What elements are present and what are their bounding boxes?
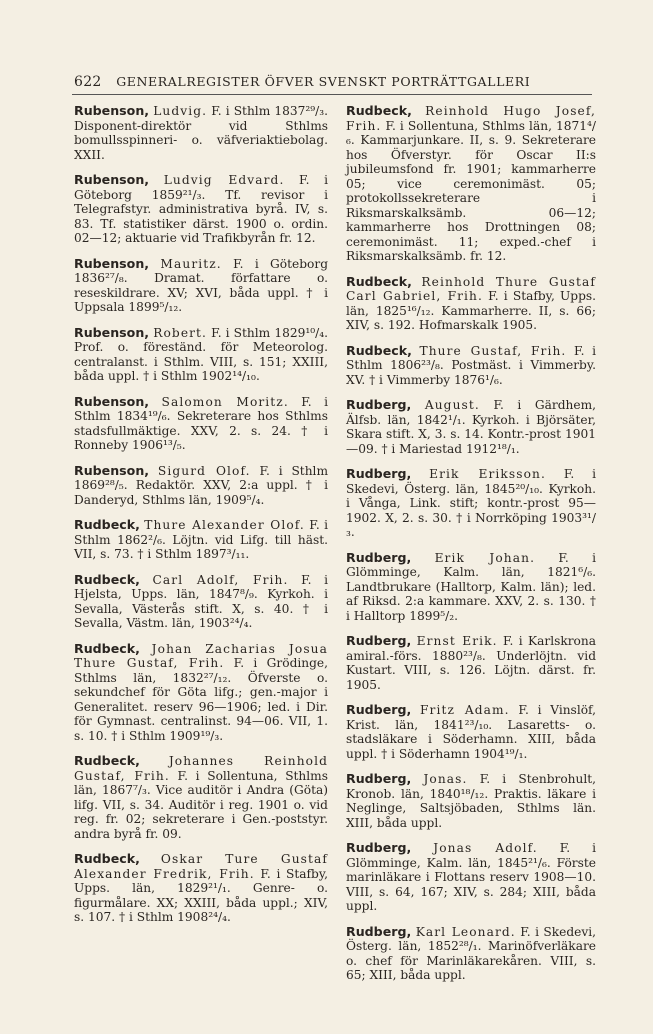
entry-given-names: Thure Gustaf, Frih. xyxy=(419,343,567,358)
entry-given-names: Johannes Reinhold Gustaf, Frih. xyxy=(74,754,328,783)
register-entry xyxy=(346,551,596,624)
register-entry xyxy=(346,841,596,914)
entry-given-names: August. xyxy=(424,398,480,412)
entry-surname: Rubenson, xyxy=(74,462,150,478)
entry-surname: Rudberg, xyxy=(346,771,412,786)
right-column xyxy=(346,104,596,994)
entry-surname: Rudbeck, xyxy=(74,517,140,532)
register-entry xyxy=(346,772,596,830)
register-entry xyxy=(74,642,328,744)
entry-given-names: Reinhold Hugo Josef, Frih. xyxy=(346,104,597,133)
entry-text: F. i Sthlm 1862²/₆. Löjtn. vid Lifg. till häst. VII, s. 73. † i Sthlm 1897³/₁₁. xyxy=(74,518,329,561)
register-entry xyxy=(74,518,328,562)
entry-text: F. i Grödinge, Sthlms län, 1832²⁷/₁₂. Öfverste o. sekundchef för Göta lifg.; gen.-major i Generalitet. reserv 96—1906; led. i Dir. för Gymnast. centralinst. 94—06. VII, 1. s. 10. † i Sthlm 1909¹⁹/₃. xyxy=(74,656,328,743)
entry-given-names: Ludvig. xyxy=(153,104,208,118)
page-header-title: GENERALREGISTER ÖFVER SVENSKT PORTRÄTTGALLERI xyxy=(116,74,531,89)
entry-surname: Rubenson, xyxy=(74,255,150,271)
register-entry xyxy=(74,395,328,453)
register-entry xyxy=(346,467,596,540)
register-entry xyxy=(346,344,596,388)
entry-text: F. i Göteborg 1836²⁷/₈. Dramat. författare o. reseskildrare. XV; XVI, båda uppl. † i Uppsala 1899⁵/₁₂. xyxy=(74,256,328,314)
register-entry xyxy=(346,275,596,333)
entry-surname: Rudbeck, xyxy=(74,571,140,587)
entry-given-names: Ernst Erik. xyxy=(416,634,498,648)
register-entry xyxy=(346,703,596,761)
entry-text: F. i Stafby, Upps. län, 1829²¹/₁. Genre- o. figurmålare. XX; XXIII, båda uppl.; XIV, s. 107. † i Sthlm 1908²⁴/₄. xyxy=(74,866,328,924)
register-entry xyxy=(74,754,328,841)
register-entry xyxy=(74,852,328,925)
entry-text: F. i Glömminge, Kalm. län, 1845²¹/₆. Förste marinläkare i Flottans reserv 1908—10. VIII, s. 64, 167; XIV, s. 284; XIII, båda uppl. xyxy=(346,841,597,913)
entry-surname: Rudbeck, xyxy=(346,273,412,289)
register-entry xyxy=(74,464,328,508)
entry-given-names: Jonas. xyxy=(423,772,468,786)
entry-surname: Rudberg, xyxy=(346,633,412,648)
entry-surname: Rubenson, xyxy=(74,103,150,118)
entry-text: F. i Sthlm 1834¹⁹/₆. Sekreterare hos Sthlms stadsfullmäktige. XXV, 2. s. 24. † i Ronneby 1906¹³/₅. xyxy=(74,394,328,452)
entry-text: F. i Glömminge, Kalm. län, 1821⁶/₆. Landtbrukare (Halltorp, Kalm. län); led. af Riksd. 2:a kammare. XXV, 2. s. 130. † i Halltorp 1899⁵/₂. xyxy=(346,550,596,623)
entry-surname: Rudberg, xyxy=(346,923,412,939)
entry-given-names: Ludvig Edvard. xyxy=(163,173,285,187)
entry-text: F. i Sthlm 1837²⁹/₃. Disponent-direktör vid Sthlms bomullsspinneri- o. väfveriaktiebolag. XXII. xyxy=(74,104,328,162)
entry-text: F. i Sthlm 1869²⁸/₅. Redaktör. XXV, 2:a uppl. † i Danderyd, Sthlms län, 1909⁵/₄. xyxy=(74,463,329,507)
entry-text: F. i Sollentuna, Sthlms län, 1871⁴/₆. Kammarjunkare. II, s. 9. Sekreterare hos Öfverstyr. för Oscar II:s jubileumsfond fr. 1901; kammarherre 05; vice ceremonimäst. 05; protokollssekreterare i Riksmarskalksämb. 06—12; kammarherre hos Drottningen 08; ceremonimäst. 11; exped.-chef i Riksmarskalksämb. fr. 12. xyxy=(346,118,596,263)
entry-surname: Rubenson, xyxy=(74,393,150,409)
register-entry xyxy=(346,634,596,692)
entry-text: F. i Gärdhem, Älfsb. län, 1842¹/₁. Kyrkoh. i Björsäter, Skara stift. X, 3. s. 14. Kontr.-prost 1901—09. † i Mariestad 1912¹⁸/₁. xyxy=(346,398,597,456)
entry-given-names: Oskar Ture Gustaf Alexander Fredrik, Frih. xyxy=(74,852,328,881)
entry-given-names: Carl Adolf, Frih. xyxy=(152,572,289,587)
entry-text: F. i Stenbrohult, Kronob. län, 1840¹⁸/₁₂. Praktis. läkare i Neglinge, Saltsjöbaden, Sthlms län. XIII, båda uppl. xyxy=(346,772,597,830)
register-entry xyxy=(346,398,596,456)
entry-given-names: Thure Alexander Olof. xyxy=(144,518,305,532)
register-entry xyxy=(346,925,596,983)
entry-surname: Rudberg, xyxy=(346,549,412,565)
entry-surname: Rudberg, xyxy=(346,466,412,481)
entry-given-names: Karl Leonard. xyxy=(415,924,516,939)
entry-text: F. i Skedevi, Österg. län, 1845²⁰/₁₀. Kyrkoh. i Vånga, Link. stift; kontr.-prost 95—1902. X, 2. s. 30. † i Norrköping 1903³¹/₃. xyxy=(346,467,596,539)
running-header xyxy=(74,74,594,90)
entry-surname: Rudbeck, xyxy=(74,640,140,656)
entry-given-names: Jonas Adolf. xyxy=(433,841,538,855)
entry-surname: Rudbeck, xyxy=(74,851,140,866)
entry-surname: Rudberg, xyxy=(346,840,412,855)
entry-surname: Rudberg, xyxy=(346,702,412,717)
entry-surname: Rudberg, xyxy=(346,397,412,412)
header-rule xyxy=(72,94,592,95)
register-entry xyxy=(74,173,328,246)
entry-given-names: Fritz Adam. xyxy=(420,703,510,717)
entry-text: F. i Hjelsta, Upps. län, 1847⁸/₉. Kyrkoh. i Sevalla, Västerås stift. X, s. 40. † i Sevalla, Västm. län, 1903²⁴/₄. xyxy=(74,572,329,630)
register-entry xyxy=(346,104,596,264)
entry-surname: Rubenson, xyxy=(74,172,150,187)
entry-text: F. i Göteborg 1859²¹/₃. Tf. revisor i Telegrafstyr. administrativa byrå. IV, s. 83. Tf. statistiker därst. 1900 o. ordin. 02—12; aktuarie vid Trafikbyrån fr. 12. xyxy=(74,173,328,245)
register-entry xyxy=(74,326,328,384)
entry-surname: Rudbeck, xyxy=(346,103,412,118)
entry-given-names: Mauritz. xyxy=(160,256,222,271)
entry-text: F. i Sollentuna, Sthlms län, 1867⁷/₃. Vice auditör i Andra (Göta) lifg. VII, s. 34. Auditör i reg. 1901 o. vid reg. fr. 02; sekreterare i Gen.-poststyr. andra byrå fr. 09. xyxy=(74,768,328,841)
entry-surname: Rubenson, xyxy=(74,324,150,340)
entry-given-names: Reinhold Thure Gustaf Carl Gabriel, Frih. xyxy=(346,274,596,303)
register-entry xyxy=(74,257,328,315)
entry-given-names: Erik Eriksson. xyxy=(429,467,546,481)
entry-text: F. i Sthlm 1829¹⁰/₄. Prof. o. föreständ. för Meteorolog. centralanst. i Sthlm. VIII, s. 151; XXIII, båda uppl. † i Sthlm 1902¹⁴/₁₀. xyxy=(74,325,328,383)
entry-given-names: Sigurd Olof. xyxy=(157,463,251,478)
entry-text: F. i Vinslöf, Krist. län, 1841²³/₁₀. Lasaretts- o. stadsläkare i Söderhamn. XIII, båda uppl. † i Söderhamn 1904¹⁹/₁. xyxy=(346,703,596,761)
register-entry xyxy=(74,104,328,162)
entry-given-names: Johan Zacharias Josua Thure Gustaf, Frih. xyxy=(74,641,328,670)
entry-surname: Rudbeck, xyxy=(74,753,140,768)
entry-given-names: Erik Johan. xyxy=(434,550,536,565)
entry-given-names: Robert. xyxy=(153,325,208,340)
entry-given-names: Salomon Moritz. xyxy=(161,394,289,409)
entry-text: F. i Karlskrona amiral.-förs. 1880²³/₈. Underlöjtn. vid Kustart. VIII, s. 126. Löjtn. därst. fr. 1905. xyxy=(346,634,597,692)
register-entry xyxy=(74,573,328,631)
entry-text: F. i Sthlm 1806²³/₈. Postmäst. i Vimmerby. XV. † i Vimmerby 1876¹/₆. xyxy=(346,343,597,387)
left-column xyxy=(74,104,328,936)
entry-text: F. i Stafby, Upps. län, 1825¹⁶/₁₂. Kammarherre. II, s. 66; XIV, s. 192. Hofmarskalk 1905. xyxy=(346,289,596,332)
entry-text: F. i Skedevi, Österg. län, 1852²⁸/₁. Marinöfverläkare o. chef för Marinläkarekåren. VIII, s. 65; XIII, båda uppl. xyxy=(346,924,597,982)
entry-surname: Rudbeck, xyxy=(346,342,412,358)
page-number: 622 xyxy=(74,74,102,90)
